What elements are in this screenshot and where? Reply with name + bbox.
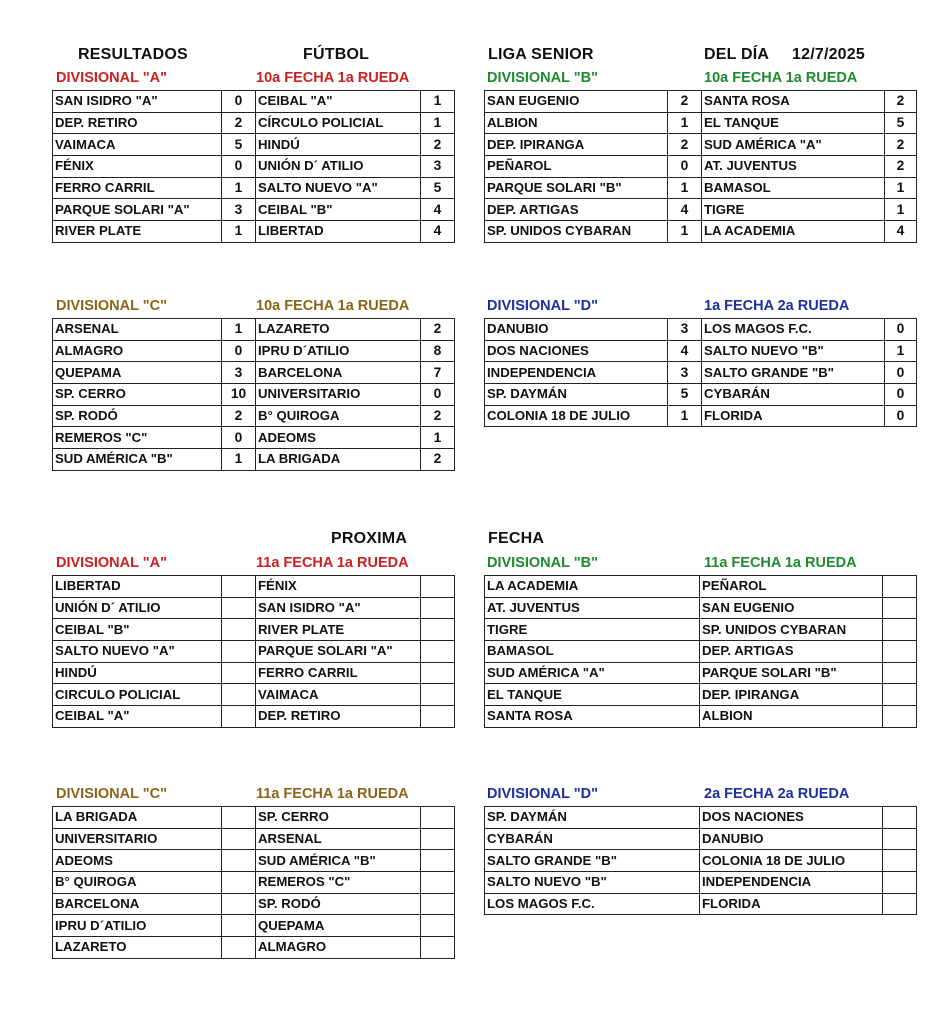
away-team-cell: FÉNIX <box>256 576 421 598</box>
away-score-cell: 2 <box>885 134 917 156</box>
home-score-cell: 0 <box>222 91 256 113</box>
home-score-cell: 3 <box>668 362 702 384</box>
results-b-title: DIVISIONAL "B" <box>487 70 598 86</box>
home-team-cell: ADEOMS <box>53 850 222 872</box>
away-team-cell: BAMASOL <box>702 177 885 199</box>
home-team-cell: SALTO NUEVO "B" <box>485 872 700 894</box>
home-team-cell: REMEROS "C" <box>53 427 222 449</box>
match-row <box>53 597 455 619</box>
score-empty-cell <box>421 850 455 872</box>
away-team-cell: CÍRCULO POLICIAL <box>256 112 421 134</box>
score-empty-cell <box>222 619 256 641</box>
home-team-cell: DEP. IPIRANGA <box>485 134 668 156</box>
home-team-cell: SP. CERRO <box>53 384 222 406</box>
away-team-cell: IPRU D´ATILIO <box>256 340 421 362</box>
match-row <box>485 872 917 894</box>
away-score-cell: 4 <box>421 199 455 221</box>
away-team-cell: SP. UNIDOS CYBARAN <box>700 619 883 641</box>
score-empty-cell <box>421 662 455 684</box>
home-score-cell: 3 <box>222 199 256 221</box>
home-team-cell: DEP. RETIRO <box>53 112 222 134</box>
away-team-cell: SP. RODÓ <box>256 893 421 915</box>
score-empty-cell <box>222 706 256 728</box>
home-score-cell: 5 <box>222 134 256 156</box>
away-team-cell: SAN EUGENIO <box>700 597 883 619</box>
header-futbol: FÚTBOL <box>303 46 370 63</box>
score-empty-cell <box>883 576 917 598</box>
away-score-cell: 1 <box>885 340 917 362</box>
home-score-cell: 3 <box>668 319 702 341</box>
home-team-cell: SUD AMÉRICA "A" <box>485 662 700 684</box>
away-score-cell: 0 <box>421 384 455 406</box>
away-team-cell: LA BRIGADA <box>256 449 421 471</box>
home-team-cell: LAZARETO <box>53 937 222 959</box>
away-team-cell: PARQUE SOLARI "B" <box>700 662 883 684</box>
away-team-cell: CEIBAL "A" <box>256 91 421 113</box>
home-score-cell: 5 <box>668 384 702 406</box>
match-row <box>485 662 917 684</box>
header-liga: LIGA SENIOR <box>488 46 594 63</box>
away-score-cell: 1 <box>885 199 917 221</box>
away-team-cell: ARSENAL <box>256 828 421 850</box>
header-del-dia: DEL DÍA <box>704 46 770 63</box>
away-team-cell: SUD AMÉRICA "B" <box>256 850 421 872</box>
away-score-cell: 2 <box>421 449 455 471</box>
home-team-cell: IPRU D´ATILIO <box>53 915 222 937</box>
score-empty-cell <box>883 706 917 728</box>
match-row <box>485 156 917 178</box>
away-score-cell: 2 <box>421 319 455 341</box>
match-row <box>53 91 455 113</box>
home-score-cell: 1 <box>668 112 702 134</box>
home-team-cell: DEP. ARTIGAS <box>485 199 668 221</box>
match-row <box>485 221 917 243</box>
match-row <box>53 405 455 427</box>
match-row <box>53 177 455 199</box>
away-team-cell: EL TANQUE <box>702 112 885 134</box>
home-team-cell: VAIMACA <box>53 134 222 156</box>
match-row <box>53 384 455 406</box>
score-empty-cell <box>421 619 455 641</box>
score-empty-cell <box>421 641 455 663</box>
match-row <box>53 915 455 937</box>
score-empty-cell <box>883 684 917 706</box>
score-empty-cell <box>883 641 917 663</box>
away-team-cell: UNIVERSITARIO <box>256 384 421 406</box>
away-score-cell: 2 <box>421 405 455 427</box>
home-team-cell: UNIVERSITARIO <box>53 828 222 850</box>
away-score-cell: 2 <box>421 134 455 156</box>
away-score-cell: 2 <box>885 91 917 113</box>
score-empty-cell <box>883 893 917 915</box>
away-team-cell: SALTO NUEVO "B" <box>702 340 885 362</box>
home-team-cell: LA ACADEMIA <box>485 576 700 598</box>
away-team-cell: HINDÚ <box>256 134 421 156</box>
away-team-cell: BARCELONA <box>256 362 421 384</box>
home-team-cell: INDEPENDENCIA <box>485 362 668 384</box>
away-score-cell: 3 <box>421 156 455 178</box>
home-team-cell: SANTA ROSA <box>485 706 700 728</box>
home-score-cell: 2 <box>668 134 702 156</box>
home-score-cell: 2 <box>668 91 702 113</box>
match-row <box>53 112 455 134</box>
match-row <box>53 872 455 894</box>
match-row <box>53 893 455 915</box>
home-team-cell: SP. DAYMÁN <box>485 807 700 829</box>
score-empty-cell <box>421 828 455 850</box>
results-a-table <box>52 90 455 243</box>
match-row <box>53 427 455 449</box>
away-score-cell: 7 <box>421 362 455 384</box>
home-score-cell: 2 <box>222 405 256 427</box>
header-date: 12/7/2025 <box>792 46 865 63</box>
away-team-cell: FLORIDA <box>700 893 883 915</box>
away-team-cell: SANTA ROSA <box>702 91 885 113</box>
away-score-cell: 1 <box>421 91 455 113</box>
away-team-cell: CYBARÁN <box>702 384 885 406</box>
home-team-cell: SAN EUGENIO <box>485 91 668 113</box>
match-row <box>485 641 917 663</box>
score-empty-cell <box>421 937 455 959</box>
away-team-cell: CEIBAL "B" <box>256 199 421 221</box>
proxima-label: PROXIMA <box>331 530 408 547</box>
home-score-cell: 1 <box>222 319 256 341</box>
home-team-cell: ALBION <box>485 112 668 134</box>
score-empty-cell <box>883 597 917 619</box>
next-c-title: DIVISIONAL "C" <box>56 786 167 802</box>
home-team-cell: FÉNIX <box>53 156 222 178</box>
home-team-cell: FERRO CARRIL <box>53 177 222 199</box>
away-score-cell: 0 <box>885 362 917 384</box>
match-row <box>485 828 917 850</box>
home-team-cell: LA BRIGADA <box>53 807 222 829</box>
home-score-cell: 2 <box>222 112 256 134</box>
home-score-cell: 0 <box>222 340 256 362</box>
results-c-fecha: 10a FECHA 1a RUEDA <box>256 298 410 314</box>
away-team-cell: PARQUE SOLARI "A" <box>256 641 421 663</box>
home-team-cell: PEÑAROL <box>485 156 668 178</box>
match-row <box>53 156 455 178</box>
home-score-cell: 3 <box>222 362 256 384</box>
away-team-cell: ALMAGRO <box>256 937 421 959</box>
match-row <box>485 384 917 406</box>
away-team-cell: SP. CERRO <box>256 807 421 829</box>
home-team-cell: BAMASOL <box>485 641 700 663</box>
home-team-cell: CEIBAL "B" <box>53 619 222 641</box>
away-team-cell: SALTO GRANDE "B" <box>702 362 885 384</box>
match-row <box>485 576 917 598</box>
results-b-fecha: 10a FECHA 1a RUEDA <box>704 70 858 86</box>
away-team-cell: ADEOMS <box>256 427 421 449</box>
home-score-cell: 1 <box>668 221 702 243</box>
score-empty-cell <box>222 641 256 663</box>
results-b-table <box>484 90 917 243</box>
results-a-title: DIVISIONAL "A" <box>56 70 167 86</box>
score-empty-cell <box>222 662 256 684</box>
results-c-table <box>52 318 455 471</box>
home-team-cell: BARCELONA <box>53 893 222 915</box>
score-empty-cell <box>883 662 917 684</box>
match-row <box>485 340 917 362</box>
match-row <box>53 619 455 641</box>
score-empty-cell <box>222 850 256 872</box>
results-d-title: DIVISIONAL "D" <box>487 298 598 314</box>
away-score-cell: 0 <box>885 384 917 406</box>
away-score-cell: 0 <box>885 319 917 341</box>
fecha-label: FECHA <box>488 530 545 547</box>
home-team-cell: QUEPAMA <box>53 362 222 384</box>
score-empty-cell <box>421 706 455 728</box>
home-team-cell: SP. UNIDOS CYBARAN <box>485 221 668 243</box>
home-team-cell: CIRCULO POLICIAL <box>53 684 222 706</box>
match-row <box>485 706 917 728</box>
score-empty-cell <box>421 915 455 937</box>
score-empty-cell <box>421 684 455 706</box>
home-team-cell: SAN ISIDRO "A" <box>53 91 222 113</box>
score-empty-cell <box>421 807 455 829</box>
match-row <box>53 449 455 471</box>
away-team-cell: DANUBIO <box>700 828 883 850</box>
match-row <box>53 576 455 598</box>
away-team-cell: UNIÓN D´ ATILIO <box>256 156 421 178</box>
away-score-cell: 0 <box>885 405 917 427</box>
score-empty-cell <box>883 828 917 850</box>
match-row <box>53 199 455 221</box>
home-team-cell: SP. RODÓ <box>53 405 222 427</box>
home-team-cell: DANUBIO <box>485 319 668 341</box>
match-row <box>485 362 917 384</box>
home-score-cell: 0 <box>668 156 702 178</box>
match-row <box>53 850 455 872</box>
score-empty-cell <box>222 893 256 915</box>
match-row <box>485 177 917 199</box>
score-empty-cell <box>222 684 256 706</box>
away-team-cell: PEÑAROL <box>700 576 883 598</box>
away-team-cell: QUEPAMA <box>256 915 421 937</box>
match-row <box>53 706 455 728</box>
score-empty-cell <box>222 828 256 850</box>
next-a-title: DIVISIONAL "A" <box>56 555 167 571</box>
score-empty-cell <box>222 597 256 619</box>
match-row <box>485 134 917 156</box>
home-team-cell: COLONIA 18 DE JULIO <box>485 405 668 427</box>
away-team-cell: SAN ISIDRO "A" <box>256 597 421 619</box>
away-team-cell: ALBION <box>700 706 883 728</box>
match-row <box>53 684 455 706</box>
match-row <box>485 893 917 915</box>
match-row <box>485 850 917 872</box>
away-score-cell: 1 <box>421 112 455 134</box>
match-row <box>53 362 455 384</box>
next-d-fecha: 2a FECHA 2a RUEDA <box>704 786 850 802</box>
results-d-table <box>484 318 917 427</box>
next-d-title: DIVISIONAL "D" <box>487 786 598 802</box>
away-team-cell: DEP. RETIRO <box>256 706 421 728</box>
match-row <box>53 828 455 850</box>
home-team-cell: RIVER PLATE <box>53 221 222 243</box>
home-score-cell: 4 <box>668 340 702 362</box>
away-team-cell: LAZARETO <box>256 319 421 341</box>
away-team-cell: AT. JUVENTUS <box>702 156 885 178</box>
away-score-cell: 5 <box>421 177 455 199</box>
next-b-table <box>484 575 917 728</box>
home-score-cell: 1 <box>668 405 702 427</box>
score-empty-cell <box>222 872 256 894</box>
away-team-cell: REMEROS "C" <box>256 872 421 894</box>
home-team-cell: SALTO GRANDE "B" <box>485 850 700 872</box>
next-d-table <box>484 806 917 915</box>
home-team-cell: B° QUIROGA <box>53 872 222 894</box>
score-empty-cell <box>421 597 455 619</box>
match-row <box>485 597 917 619</box>
match-row <box>53 134 455 156</box>
away-team-cell: LA ACADEMIA <box>702 221 885 243</box>
next-b-title: DIVISIONAL "B" <box>487 555 598 571</box>
home-team-cell: SUD AMÉRICA "B" <box>53 449 222 471</box>
match-row <box>53 662 455 684</box>
away-score-cell: 4 <box>885 221 917 243</box>
home-team-cell: HINDÚ <box>53 662 222 684</box>
match-row <box>485 405 917 427</box>
match-row <box>53 807 455 829</box>
next-b-fecha: 11a FECHA 1a RUEDA <box>704 555 857 571</box>
home-team-cell: PARQUE SOLARI "B" <box>485 177 668 199</box>
score-empty-cell <box>222 915 256 937</box>
next-c-fecha: 11a FECHA 1a RUEDA <box>256 786 409 802</box>
away-team-cell: SALTO NUEVO "A" <box>256 177 421 199</box>
match-row <box>485 91 917 113</box>
match-row <box>485 319 917 341</box>
score-empty-cell <box>421 576 455 598</box>
next-a-fecha: 11a FECHA 1a RUEDA <box>256 555 409 571</box>
match-row <box>485 619 917 641</box>
home-team-cell: PARQUE SOLARI "A" <box>53 199 222 221</box>
results-a-fecha: 10a FECHA 1a RUEDA <box>256 70 410 86</box>
score-empty-cell <box>222 937 256 959</box>
away-team-cell: INDEPENDENCIA <box>700 872 883 894</box>
home-score-cell: 1 <box>222 177 256 199</box>
away-team-cell: LOS MAGOS F.C. <box>702 319 885 341</box>
score-empty-cell <box>421 893 455 915</box>
match-row <box>485 684 917 706</box>
score-empty-cell <box>883 619 917 641</box>
home-team-cell: CEIBAL "A" <box>53 706 222 728</box>
home-score-cell: 0 <box>222 156 256 178</box>
header-resultados: RESULTADOS <box>78 46 188 63</box>
score-empty-cell <box>883 850 917 872</box>
away-team-cell: VAIMACA <box>256 684 421 706</box>
match-row <box>53 340 455 362</box>
away-team-cell: DOS NACIONES <box>700 807 883 829</box>
home-team-cell: LIBERTAD <box>53 576 222 598</box>
next-c-table <box>52 806 455 959</box>
home-score-cell: 0 <box>222 427 256 449</box>
results-c-title: DIVISIONAL "C" <box>56 298 167 314</box>
away-team-cell: LIBERTAD <box>256 221 421 243</box>
away-score-cell: 8 <box>421 340 455 362</box>
score-empty-cell <box>883 872 917 894</box>
match-row <box>53 641 455 663</box>
home-team-cell: SALTO NUEVO "A" <box>53 641 222 663</box>
home-team-cell: TIGRE <box>485 619 700 641</box>
home-team-cell: UNIÓN D´ ATILIO <box>53 597 222 619</box>
results-d-fecha: 1a FECHA 2a RUEDA <box>704 298 850 314</box>
away-score-cell: 4 <box>421 221 455 243</box>
home-team-cell: LOS MAGOS F.C. <box>485 893 700 915</box>
away-team-cell: DEP. IPIRANGA <box>700 684 883 706</box>
score-empty-cell <box>222 576 256 598</box>
home-score-cell: 1 <box>668 177 702 199</box>
match-row <box>485 112 917 134</box>
away-team-cell: FLORIDA <box>702 405 885 427</box>
match-row <box>53 319 455 341</box>
home-team-cell: ALMAGRO <box>53 340 222 362</box>
home-score-cell: 4 <box>668 199 702 221</box>
away-team-cell: COLONIA 18 DE JULIO <box>700 850 883 872</box>
away-score-cell: 1 <box>421 427 455 449</box>
away-score-cell: 1 <box>885 177 917 199</box>
home-team-cell: AT. JUVENTUS <box>485 597 700 619</box>
home-team-cell: CYBARÁN <box>485 828 700 850</box>
away-team-cell: RIVER PLATE <box>256 619 421 641</box>
home-team-cell: ARSENAL <box>53 319 222 341</box>
home-score-cell: 1 <box>222 449 256 471</box>
away-team-cell: SUD AMÉRICA "A" <box>702 134 885 156</box>
match-row <box>485 199 917 221</box>
score-empty-cell <box>421 872 455 894</box>
score-empty-cell <box>883 807 917 829</box>
match-row <box>53 937 455 959</box>
next-a-table <box>52 575 455 728</box>
away-team-cell: B° QUIROGA <box>256 405 421 427</box>
score-empty-cell <box>222 807 256 829</box>
home-score-cell: 1 <box>222 221 256 243</box>
away-team-cell: DEP. ARTIGAS <box>700 641 883 663</box>
away-team-cell: TIGRE <box>702 199 885 221</box>
match-row <box>53 221 455 243</box>
away-score-cell: 2 <box>885 156 917 178</box>
away-score-cell: 5 <box>885 112 917 134</box>
away-team-cell: FERRO CARRIL <box>256 662 421 684</box>
home-team-cell: EL TANQUE <box>485 684 700 706</box>
home-score-cell: 10 <box>222 384 256 406</box>
home-team-cell: DOS NACIONES <box>485 340 668 362</box>
match-row <box>485 807 917 829</box>
home-team-cell: SP. DAYMÁN <box>485 384 668 406</box>
